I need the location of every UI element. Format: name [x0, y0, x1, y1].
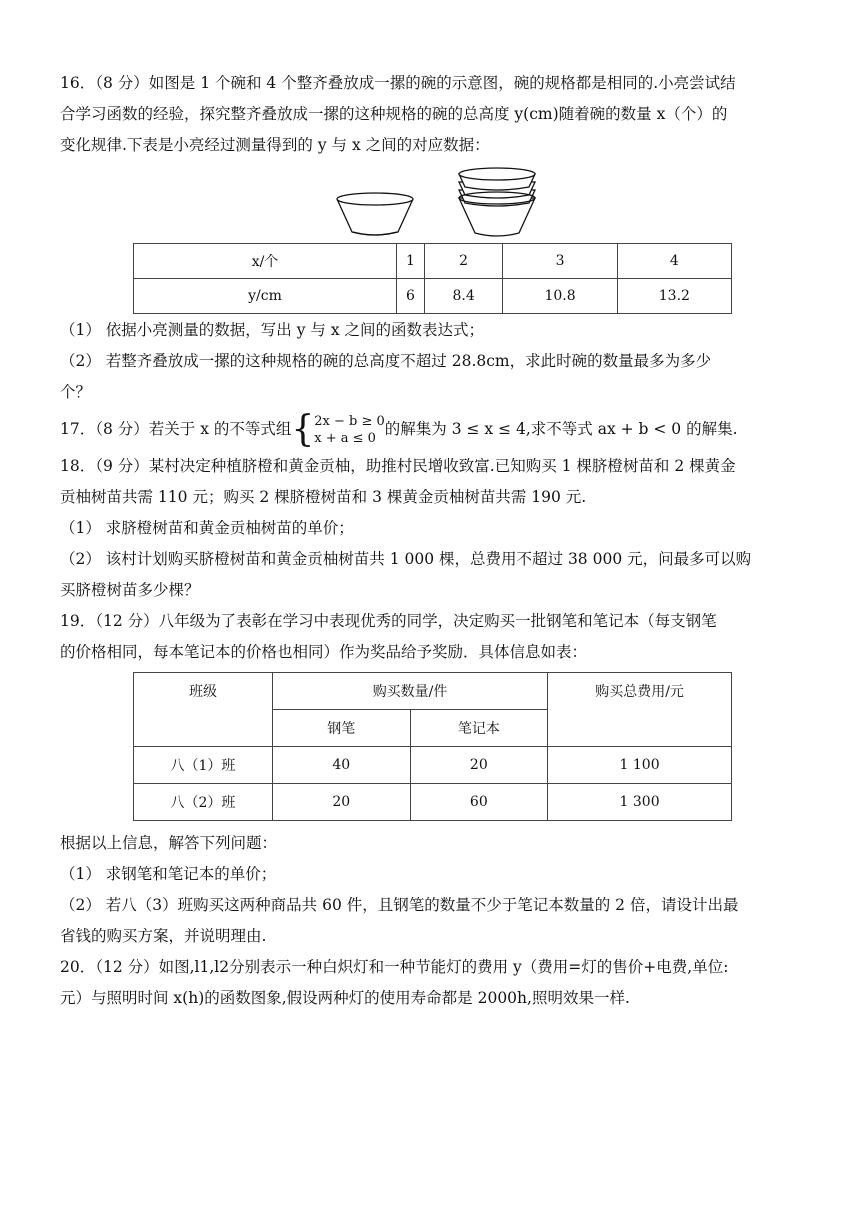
single-bowl-icon — [337, 193, 413, 235]
table-cell: y/cm — [134, 279, 397, 314]
table-row — [134, 673, 732, 710]
brace-icon: { — [291, 409, 315, 450]
inequality-1: 2x − b ≥ 0 — [314, 414, 385, 429]
q16-part-2a: （2） 若整齐叠放成一摞的这种规格的碗的总高度不超过 28.8cm，求此时碗的数量最多为多少 — [60, 352, 712, 370]
table-cell: 40 — [272, 747, 410, 784]
q18-part-2b: 买脐橙树苗多少棵？ — [60, 581, 200, 599]
table-cell: 6 — [397, 279, 425, 314]
table-cell: 八（2）班 — [134, 784, 273, 821]
q19-line-2: 的价格相同，每本笔记本的价格也相同）作为奖品给予奖励．具体信息如表： — [60, 643, 588, 661]
header-notebook: 笔记本 — [410, 710, 548, 747]
header-class: 班级 — [134, 673, 273, 747]
q19-part-1: （1） 求钢笔和笔记本的单价； — [60, 865, 277, 883]
q17-suffix: 的解集为 3 ≤ x ≤ 4,求不等式 ax + b < 0 的解集. — [384, 420, 738, 438]
q16-line-2: 合学习函数的经验，探究整齐叠放成一摞的这种规格的碗的总高度 y(cm)随着碗的数量 x（个）的 — [60, 105, 728, 123]
q16-data-table — [133, 243, 732, 314]
q16-line-3: 变化规律.下表是小亮经过测量得到的 y 与 x 之间的对应数据： — [60, 136, 490, 154]
table-cell: 20 — [272, 784, 410, 821]
table-cell: 13.2 — [617, 279, 731, 314]
table-cell: 60 — [410, 784, 548, 821]
q19-part-2a: （2） 若八（3）班购买这两种商品共 60 件，且钢笔的数量不少于笔记本数量的 2 倍，请设计出最 — [60, 896, 739, 914]
bowl-figures — [60, 163, 805, 243]
q18-part-1: （1） 求脐橙树苗和黄金贡柚树苗的单价； — [60, 519, 354, 537]
q18-line-2: 贡柚树苗共需 110 元；购买 2 棵脐橙树苗和 3 棵黄金贡柚树苗共需 190 元. — [60, 488, 587, 506]
q17-line — [60, 408, 805, 451]
q19-line-1: 19．（12 分）八年级为了表彰在学习中表现优秀的同学，决定购买一批钢笔和笔记本（每支钢笔 — [60, 612, 717, 630]
table-row — [134, 784, 732, 821]
document-page — [60, 68, 805, 1014]
table-cell: 2 — [424, 244, 503, 279]
table-row — [134, 279, 732, 314]
q18-part-2a: （2） 该村计划购买脐橙树苗和黄金贡柚树苗共 1 000 棵，总费用不超过 38 000 元，问最多可以购 — [60, 550, 752, 568]
q16-line-1: 16．（8 分）如图是 1 个碗和 4 个整齐叠放成一摞的碗的示意图，碗的规格都是相同的.小亮尝试结 — [60, 74, 736, 92]
stacked-bowls-icon — [459, 168, 535, 236]
inequality-system — [314, 413, 385, 447]
q19-after-table: 根据以上信息，解答下列问题： — [60, 834, 278, 852]
table-cell: 4 — [617, 244, 731, 279]
q16-table-wrap — [60, 243, 805, 315]
table-row — [134, 747, 732, 784]
q18-line-1: 18．（9 分）某村决定种植脐橙和黄金贡柚，助推村民增收致富.已知购买 1 棵脐橙树苗和 2 棵黄金 — [60, 457, 736, 475]
table-cell: 1 100 — [548, 747, 732, 784]
table-cell: 8.4 — [424, 279, 503, 314]
q16-part-1: （1） 依据小亮测量的数据，写出 y 与 x 之间的函数表达式； — [60, 321, 484, 339]
table-cell: 3 — [503, 244, 617, 279]
q19-part-2b: 省钱的购买方案，并说明理由. — [60, 927, 267, 945]
q20-line-1: 20．（12 分）如图,l1,l2分别表示一种白炽灯和一种节能灯的费用 y（费用=灯的售价+电费,单位: — [60, 958, 729, 976]
table-cell: 1 — [397, 244, 425, 279]
table-cell: 八（1）班 — [134, 747, 273, 784]
bowl-illustration — [60, 163, 805, 245]
q17-prefix: 17．（8 分）若关于 x 的不等式组 — [60, 420, 292, 438]
table-cell: 10.8 — [503, 279, 617, 314]
q16-part-2b: 个？ — [60, 383, 92, 401]
header-quantity: 购买数量/件 — [272, 673, 547, 710]
header-total: 购买总费用/元 — [548, 673, 732, 747]
inequality-2: x + a ≤ 0 — [314, 431, 376, 446]
table-cell: 20 — [410, 747, 548, 784]
table-cell: 1 300 — [548, 784, 732, 821]
q19-data-table — [133, 672, 732, 821]
q19-table-wrap — [60, 672, 805, 828]
table-cell: x/个 — [134, 244, 397, 279]
q20-line-2: 元）与照明时间 x(h)的函数图象,假设两种灯的使用寿命都是 2000h,照明效果一样. — [60, 989, 630, 1007]
table-row — [134, 244, 732, 279]
header-pen: 钢笔 — [272, 710, 410, 747]
